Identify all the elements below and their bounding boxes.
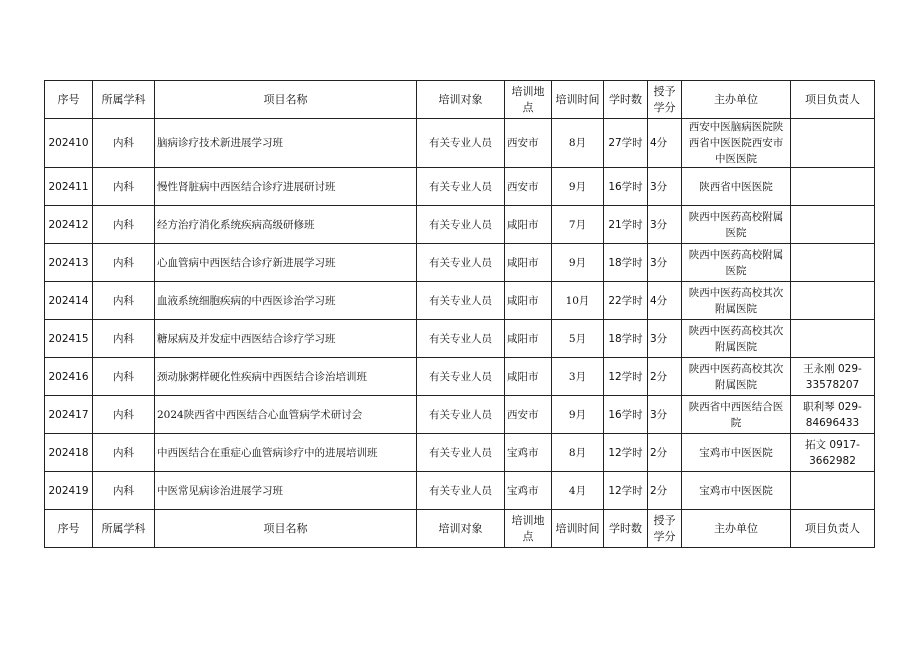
table-row (45, 320, 875, 358)
cell-place: 西安市 (505, 168, 552, 206)
cell-hours: 16学时 (604, 396, 648, 434)
header-target: 培训对象 (417, 81, 505, 119)
header-credits: 授予学分 (648, 81, 682, 119)
cell-place: 咸阳市 (505, 320, 552, 358)
cell-hours: 22学时 (604, 282, 648, 320)
header-name: 项目名称 (155, 81, 417, 119)
footer-header-credits: 授予学分 (648, 510, 682, 548)
cell-host: 陕西中医药高校其次附属医院 (682, 358, 791, 396)
footer-header-time: 培训时间 (552, 510, 604, 548)
cell-id: 202417 (45, 396, 93, 434)
cell-time: 9月 (552, 244, 604, 282)
cell-credits: 2分 (648, 472, 682, 510)
cell-place: 宝鸡市 (505, 434, 552, 472)
table-row (45, 168, 875, 206)
table-row (45, 396, 875, 434)
cell-time: 8月 (552, 434, 604, 472)
footer-header-target: 培训对象 (417, 510, 505, 548)
cell-time: 9月 (552, 168, 604, 206)
cell-hours: 27学时 (604, 119, 648, 168)
table-row (45, 244, 875, 282)
cell-target: 有关专业人员 (417, 472, 505, 510)
cell-contact (791, 168, 875, 206)
cell-subject: 内科 (93, 206, 155, 244)
cell-subject: 内科 (93, 168, 155, 206)
footer-header-host: 主办单位 (682, 510, 791, 548)
cell-contact: 拓文 0917-3662982 (791, 434, 875, 472)
table-row (45, 472, 875, 510)
cell-subject: 内科 (93, 320, 155, 358)
cell-host: 西安中医脑病医院陕西省中医医院西安市中医医院 (682, 119, 791, 168)
cell-hours: 18学时 (604, 320, 648, 358)
cell-id: 202415 (45, 320, 93, 358)
header-contact: 项目负责人 (791, 81, 875, 119)
cell-id: 202418 (45, 434, 93, 472)
cell-target: 有关专业人员 (417, 320, 505, 358)
table-row (45, 206, 875, 244)
cell-time: 9月 (552, 396, 604, 434)
cell-host: 陕西中医药高校附属医院 (682, 206, 791, 244)
cell-target: 有关专业人员 (417, 168, 505, 206)
cell-hours: 18学时 (604, 244, 648, 282)
cell-name: 经方治疗消化系统疾病高级研修班 (155, 206, 417, 244)
footer-header-contact: 项目负责人 (791, 510, 875, 548)
cell-id: 202412 (45, 206, 93, 244)
cell-host: 陕西中医药高校其次附属医院 (682, 282, 791, 320)
footer-header-place: 培训地点 (505, 510, 552, 548)
cell-credits: 2分 (648, 434, 682, 472)
cell-host: 陕西中医药高校附属医院 (682, 244, 791, 282)
cell-contact (791, 119, 875, 168)
footer-header-hours: 学时数 (604, 510, 648, 548)
cell-place: 宝鸡市 (505, 472, 552, 510)
cell-name: 颈动脉粥样硬化性疾病中西医结合诊治培训班 (155, 358, 417, 396)
cell-target: 有关专业人员 (417, 119, 505, 168)
cell-credits: 2分 (648, 358, 682, 396)
table-row (45, 282, 875, 320)
cell-subject: 内科 (93, 358, 155, 396)
cell-contact (791, 472, 875, 510)
cell-host: 陕西省中医医院 (682, 168, 791, 206)
cell-place: 咸阳市 (505, 206, 552, 244)
cell-credits: 3分 (648, 320, 682, 358)
cell-credits: 4分 (648, 282, 682, 320)
cell-subject: 内科 (93, 472, 155, 510)
footer-header-row (45, 510, 875, 548)
cell-target: 有关专业人员 (417, 396, 505, 434)
footer-header-id: 序号 (45, 510, 93, 548)
cell-credits: 3分 (648, 396, 682, 434)
cell-subject: 内科 (93, 119, 155, 168)
cell-hours: 12学时 (604, 358, 648, 396)
cell-contact: 职利琴 029-84696433 (791, 396, 875, 434)
cell-contact (791, 282, 875, 320)
cell-name: 中西医结合在重症心血管病诊疗中的进展培训班 (155, 434, 417, 472)
cell-subject: 内科 (93, 396, 155, 434)
cell-target: 有关专业人员 (417, 206, 505, 244)
table-row (45, 358, 875, 396)
header-row (45, 81, 875, 119)
cell-id: 202413 (45, 244, 93, 282)
cell-place: 咸阳市 (505, 282, 552, 320)
cell-host: 宝鸡市中医医院 (682, 434, 791, 472)
cell-credits: 3分 (648, 168, 682, 206)
cell-target: 有关专业人员 (417, 244, 505, 282)
cell-credits: 3分 (648, 206, 682, 244)
cell-time: 5月 (552, 320, 604, 358)
cell-hours: 21学时 (604, 206, 648, 244)
cell-host: 陕西省中西医结合医院 (682, 396, 791, 434)
header-place: 培训地点 (505, 81, 552, 119)
table-row (45, 119, 875, 168)
cell-target: 有关专业人员 (417, 358, 505, 396)
cell-name: 血液系统细胞疾病的中西医诊治学习班 (155, 282, 417, 320)
cell-hours: 12学时 (604, 472, 648, 510)
header-time: 培训时间 (552, 81, 604, 119)
cell-host: 陕西中医药高校其次附属医院 (682, 320, 791, 358)
header-subject: 所属学科 (93, 81, 155, 119)
cell-subject: 内科 (93, 244, 155, 282)
table-row (45, 434, 875, 472)
cell-id: 202411 (45, 168, 93, 206)
cell-name: 2024陕西省中西医结合心血管病学术研讨会 (155, 396, 417, 434)
cell-place: 西安市 (505, 119, 552, 168)
cell-id: 202416 (45, 358, 93, 396)
header-id: 序号 (45, 81, 93, 119)
cell-hours: 16学时 (604, 168, 648, 206)
cell-contact (791, 244, 875, 282)
cell-credits: 4分 (648, 119, 682, 168)
cell-target: 有关专业人员 (417, 282, 505, 320)
cell-time: 10月 (552, 282, 604, 320)
cell-time: 4月 (552, 472, 604, 510)
cell-credits: 3分 (648, 244, 682, 282)
cell-name: 脑病诊疗技术新进展学习班 (155, 119, 417, 168)
cell-place: 西安市 (505, 396, 552, 434)
header-host: 主办单位 (682, 81, 791, 119)
cell-hours: 12学时 (604, 434, 648, 472)
cell-subject: 内科 (93, 434, 155, 472)
cell-host: 宝鸡市中医医院 (682, 472, 791, 510)
cell-subject: 内科 (93, 282, 155, 320)
cell-time: 3月 (552, 358, 604, 396)
cell-target: 有关专业人员 (417, 434, 505, 472)
header-hours: 学时数 (604, 81, 648, 119)
footer-header-name: 项目名称 (155, 510, 417, 548)
training-projects-table (44, 80, 875, 548)
cell-id: 202419 (45, 472, 93, 510)
cell-name: 中医常见病诊治进展学习班 (155, 472, 417, 510)
footer-header-subject: 所属学科 (93, 510, 155, 548)
cell-name: 心血管病中西医结合诊疗新进展学习班 (155, 244, 417, 282)
cell-time: 8月 (552, 119, 604, 168)
cell-contact (791, 206, 875, 244)
cell-place: 咸阳市 (505, 244, 552, 282)
cell-name: 糖尿病及并发症中西医结合诊疗学习班 (155, 320, 417, 358)
cell-place: 咸阳市 (505, 358, 552, 396)
cell-time: 7月 (552, 206, 604, 244)
cell-id: 202410 (45, 119, 93, 168)
cell-contact: 王永刚 029-33578207 (791, 358, 875, 396)
cell-name: 慢性肾脏病中西医结合诊疗进展研讨班 (155, 168, 417, 206)
cell-contact (791, 320, 875, 358)
cell-id: 202414 (45, 282, 93, 320)
